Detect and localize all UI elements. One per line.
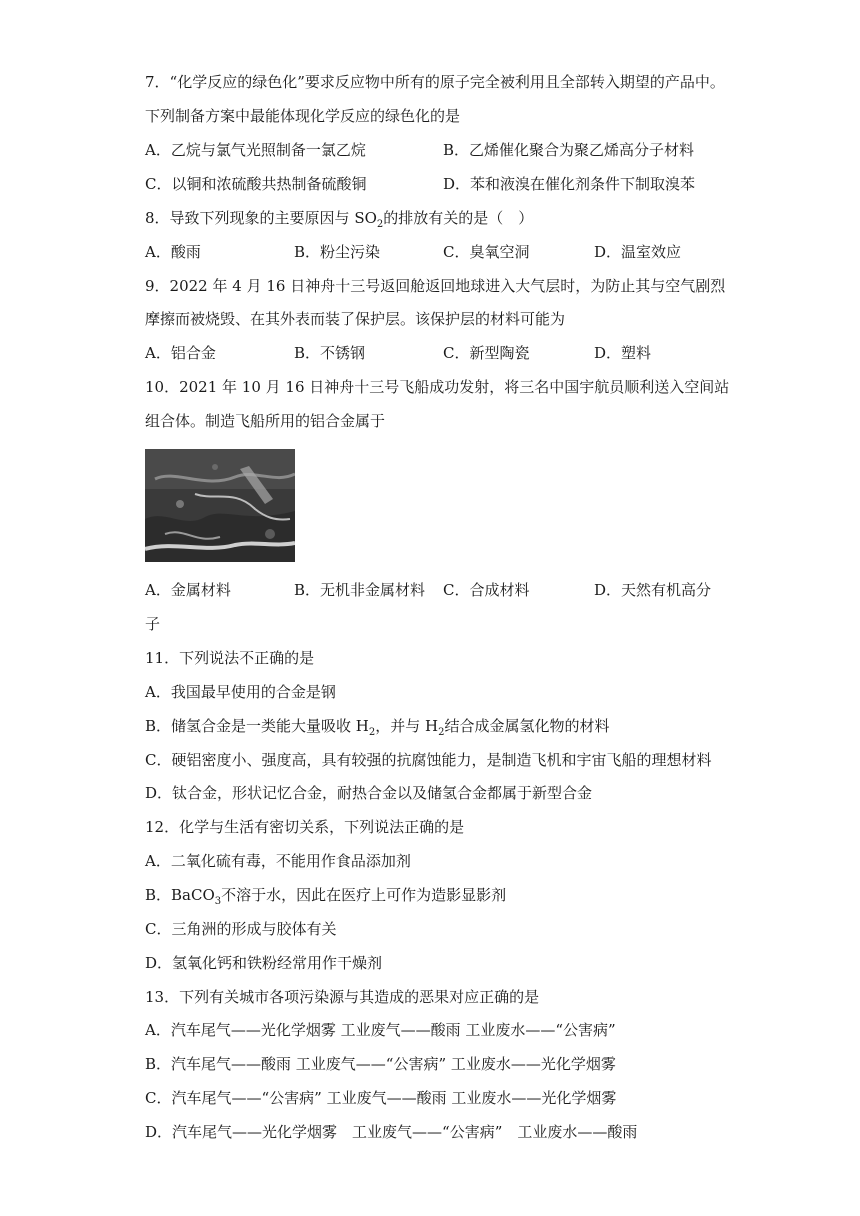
q9-stem-line-2: 摩擦而被烧毁、在其外表而装了保护层。该保护层的材料可能为: [145, 310, 566, 328]
q12-option-b-text-a: B．BaCO: [145, 886, 215, 904]
q7-option-d: D．苯和液溴在催化剂条件下制取溴苯: [443, 175, 696, 193]
q11-option-b-text-a: B．储氢合金是一类能大量吸收 H: [145, 717, 369, 735]
q10-option-c: C．合成材料: [443, 581, 530, 599]
q12-option-b: [145, 885, 506, 912]
q8-stem-text-a: 8．导致下列现象的主要原因与 SO: [145, 209, 377, 227]
aluminium-alloy-photo: [145, 449, 295, 562]
q10-option-d-continued: 子: [145, 615, 161, 633]
q11-option-b-subscript-2: 2: [438, 727, 445, 738]
q9-option-a: A．铝合金: [145, 344, 216, 362]
q8-stem-text-b: 的排放有关的是（ ）: [383, 209, 534, 227]
q13-stem: 13．下列有关城市各项污染源与其造成的恶果对应正确的是: [145, 988, 540, 1006]
q9-option-b: B．不锈钢: [294, 344, 366, 362]
q12-option-d: D．氢氧化钙和铁粉经常用作干燥剂: [145, 954, 383, 972]
q7-stem-line-1: 7．“化学反应的绿色化”要求反应物中所有的原子完全被利用且全部转入期望的产品中。: [145, 73, 725, 91]
q12-stem: 12．化学与生活有密切关系，下列说法正确的是: [145, 818, 465, 836]
q8-option-c: C．臭氧空洞: [443, 243, 530, 261]
q11-option-a: A．我国最早使用的合金是钢: [145, 683, 336, 701]
q11-option-c: C．硬铝密度小、强度高，具有较强的抗腐蚀能力，是制造飞机和宇宙飞船的理想材料: [145, 751, 712, 769]
q13-option-c: C．汽车尾气——“公害病” 工业废气——酸雨 工业废水——光化学烟雾: [145, 1089, 617, 1107]
q12-option-b-subscript: 3: [214, 896, 222, 907]
q8-stem-subscript: 2: [376, 219, 384, 230]
q11-option-b-text-c: 结合成金属氢化物的材料: [444, 717, 610, 735]
q11-option-b-text-b: ，并与 H: [375, 717, 439, 735]
q12-option-a: A．二氧化硫有毒，不能用作食品添加剂: [145, 852, 411, 870]
q8-option-b: B．粉尘污染: [294, 243, 381, 261]
q11-stem: 11．下列说法不正确的是: [145, 649, 315, 667]
q9-option-c: C．新型陶瓷: [443, 344, 530, 362]
q10-option-b: B．无机非金属材料: [294, 581, 426, 599]
q13-option-d: D．汽车尾气——光化学烟雾 工业废气——“公害病” 工业废水——酸雨: [145, 1123, 638, 1141]
q7-option-b: B．乙烯催化聚合为聚乙烯高分子材料: [443, 141, 695, 159]
q9-stem-line-1: 9．2022 年 4 月 16 日神舟十三号返回舱返回地球进入大气层时，为防止其与空气剧烈: [145, 277, 726, 295]
q7-option-a: A．乙烷与氯气光照制备一氯乙烷: [145, 141, 366, 159]
q9-option-d: D．塑料: [594, 344, 652, 362]
q12-option-c: C．三角洲的形成与胶体有关: [145, 920, 337, 938]
q12-option-b-text-b: 不溶于水，因此在医疗上可作为造影显影剂: [221, 886, 507, 904]
q8-stem: [145, 208, 533, 235]
q10-stem-line-1: 10．2021 年 10 月 16 日神舟十三号飞船成功发射，将三名中国宇航员顺利送入空间站: [145, 378, 730, 396]
q11-option-b: [145, 716, 610, 743]
q11-option-b-subscript-1: 2: [368, 727, 376, 738]
q13-option-a: A．汽车尾气——光化学烟雾 工业废气——酸雨 工业废水——“公害病”: [145, 1021, 616, 1039]
q10-option-d: D．天然有机高分: [594, 581, 712, 599]
q13-option-b: B．汽车尾气——酸雨 工业废气——“公害病” 工业废水——光化学烟雾: [145, 1055, 616, 1073]
q7-stem-line-2: 下列制备方案中最能体现化学反应的绿色化的是: [145, 107, 461, 125]
q10-option-a: A．金属材料: [145, 581, 231, 599]
q8-option-d: D．温室效应: [594, 243, 682, 261]
q7-option-c: C．以铜和浓硫酸共热制备硫酸铜: [145, 175, 367, 193]
q11-option-d: D．钛合金，形状记忆合金，耐热合金以及储氢合金都属于新型合金: [145, 784, 593, 802]
q8-option-a: A．酸雨: [145, 243, 201, 261]
q10-stem-line-2: 组合体。制造飞船所用的铝合金属于: [145, 412, 386, 430]
